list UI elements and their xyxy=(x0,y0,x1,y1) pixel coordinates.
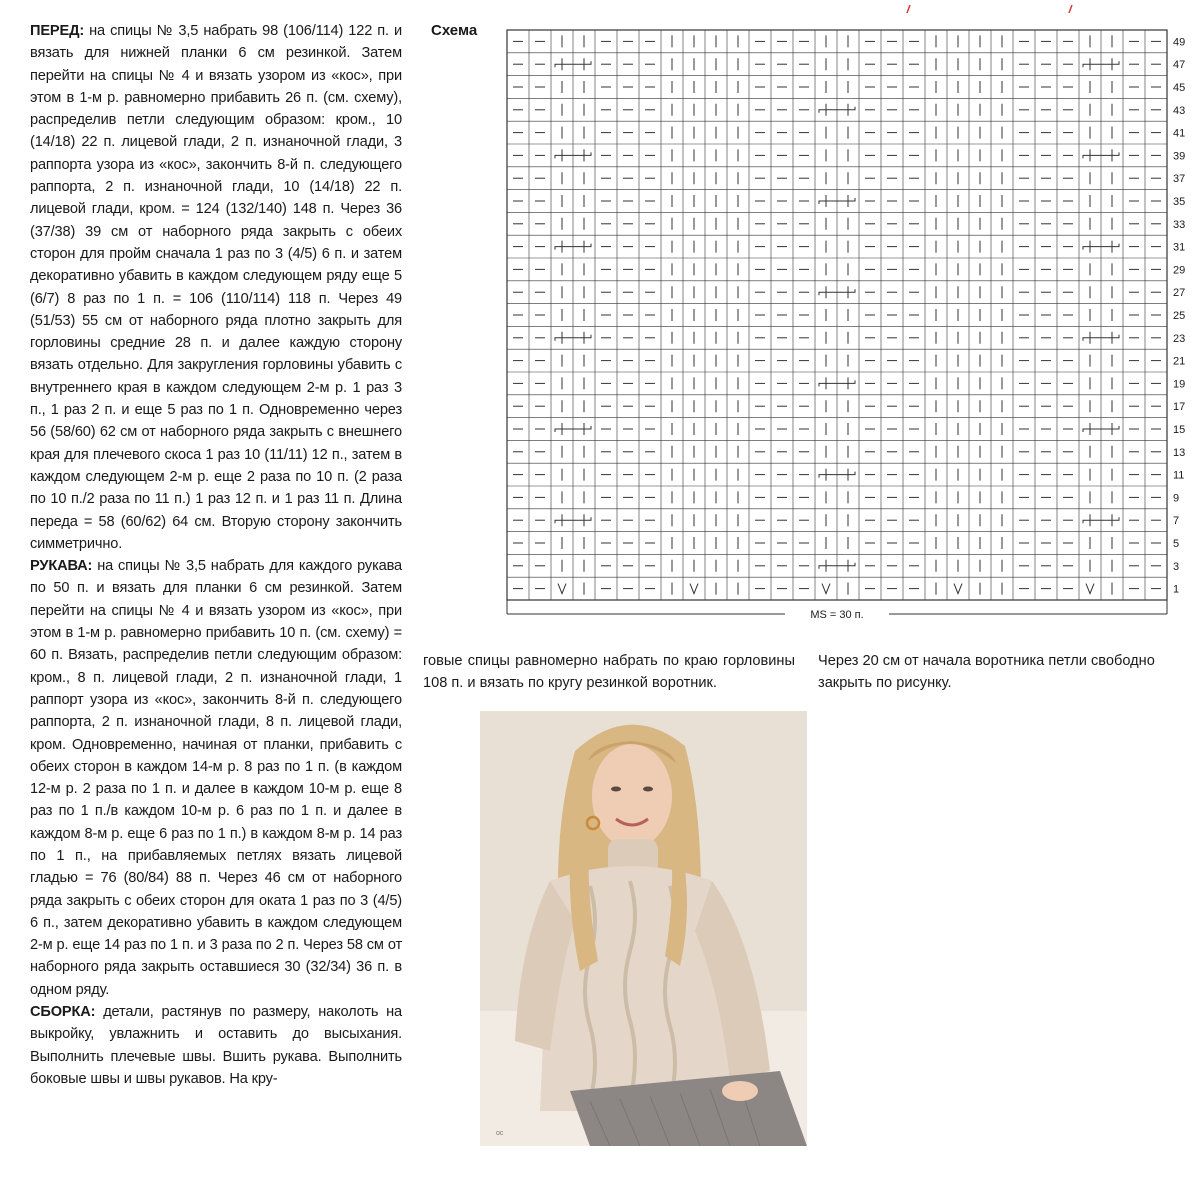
front-heading: ПЕРЕД: xyxy=(30,23,85,39)
row-number: 41 xyxy=(1173,127,1186,140)
front-text: на спицы № 3,5 набрать 98 (106/114) 122 п. и вязать для нижней планки 6 см резинкой. Затем перейти на спицы № 4 и вязать узором из «кос», при этом в 1-м р. равномерно прибавить 26 п. (см. схему), распределив петли следующим образом: кром., 10 (14/18) 22 п. лицевой глади, 2 п. изнаночной глади, 3 раппорта узора из «кос», закончить 8-й п. следующего раппорта, 2 п. изнаночной глади, 10 (14/18) 22 п. лицевой глади, кром. = 124 (132/140) 148 п. Через 36 (37/38) 39 см от наборного ряда закрыть с обеих сторон для пройм сначала 1 раз по 3 (4/5) 6 п. и затем декоративно убавить в каждом следующем ряду еще 5 (6/7) 8 раз по 1 п. = 106 (110/114) 118 п. Через 49 (51/53) 55 см от наборного ряда плотно закрыть для горловины средние 28 п. и далее каждую сторону вязать отдельно. Для закругления горловины убавить с внутреннего края в каждом следующем 2-м р. 1 раз 3 п., 1 раз 2 п. и еще 5 раз по 1 п. Одновременно через 56 (58/60) 62 см от наборного ряда закрыть с внешнего края для плечевого скоса 1 раз 10 (11/11) 12 п., затем в каждом следующем 2-м р. еще 2 раза по 10 п. (2 раза по 10 п./2 раза по 11 п.) 1 раз 12 п. и 1 раз 11 п. Длина переда = 58 (60/62) 64 см. Вторую сторону закончить симметрично. xyxy=(30,23,402,552)
row-number: 9 xyxy=(1173,492,1180,505)
schema-title: Схема xyxy=(431,22,478,39)
increase-symbol xyxy=(690,584,698,594)
row-number: 25 xyxy=(1173,310,1186,322)
row-number: 7 xyxy=(1173,515,1180,528)
model-photo xyxy=(480,711,807,1146)
row-number: 39 xyxy=(1173,150,1186,163)
sleeves-text: на спицы № 3,5 набрать для каждого рукава по 50 п. и вязать для планки 6 см резинкой. Затем перейти на спицы № 4 и вязать узором из «кос», при этом в 1-м р. равномерно прибавить 10 п. (см. схему) = 60 п. Вязать, распределив петли следующим образом: кром., 8 п. лицевой глади, 2 п. изнаночной глади, 1 раппорт узора из «кос», закончить 8-й п. следующего раппорта, 2 п. изнаночной глади, 8 п. лицевой глади, кром. Одновременно, начиная от планки, прибавить с обеих сторон в каждом 14-м р. 8 раз по 1 п. (в каждом 12-м р. 2 раза по 1 п. и далее в каждом 10-м р. еще 8 раз по 1 п./в каждом 10-м р. 6 раз по 1 п. и далее в каждом 8-м р. еще 6 раз по 1 п.) в каждом 8-м р. 14 раз по 1 п., на прибавляемых петлях вязать лицевой гладью = 76 (80/84) 88 п. Через 46 см от наборного ряда закрыть с обеих сторон для оката 1 раз по 3 (4/5) 6 п., затем декоративно убавить в каждом следующем 2-м р. еще 14 раз по 1 п. и 3 раза по 2 п. Через 58 см от наборного ряда закрыть оставшиеся 30 (32/34) 36 п. в одном ряду. xyxy=(30,558,402,998)
row-number: 1 xyxy=(1173,583,1180,596)
assembly-text: детали, растянув по размеру, наколоть на выкройку, увлажнить и оставить до высыхания. Выполнить плечевые швы. Вшить рукава. Выполнить боковые швы и швы рукавов. На кру- xyxy=(30,1004,402,1087)
instructions-left-column xyxy=(30,20,402,1090)
row-number: 11 xyxy=(1173,469,1185,482)
row-number: 37 xyxy=(1173,173,1186,186)
assembly-heading: СБОРКА: xyxy=(30,1004,96,1021)
instructions-middle-column xyxy=(423,650,795,695)
instructions-right-column xyxy=(818,650,1190,695)
row-number: 49 xyxy=(1173,36,1186,49)
row-number: 19 xyxy=(1173,378,1186,391)
increase-symbol xyxy=(954,584,962,594)
row-number: 27 xyxy=(1173,287,1186,300)
collar-finish-text: Через 20 см от начала воротника петли свободно закрыть по рисунку. xyxy=(818,653,1155,692)
row-number: 45 xyxy=(1173,82,1186,94)
sleeves-paragraph xyxy=(30,555,402,1001)
row-number: 43 xyxy=(1173,104,1186,117)
increase-symbol xyxy=(822,584,830,594)
row-number: 15 xyxy=(1173,424,1186,436)
row-number: 5 xyxy=(1173,538,1180,550)
red-mark-right xyxy=(1067,0,1073,8)
increase-symbol xyxy=(558,584,566,594)
red-mark-left xyxy=(905,0,911,8)
repeat-label: MS = 30 п. xyxy=(810,609,864,621)
row-number: 31 xyxy=(1173,241,1186,254)
sleeves-heading: РУКАВА: xyxy=(30,558,93,575)
row-number: 29 xyxy=(1173,264,1186,277)
collar-text: говые спицы равномерно набрать по краю горловины 108 п. и вязать по кругу резинкой воротник. xyxy=(423,653,795,692)
row-number: 21 xyxy=(1173,355,1186,368)
row-number: 3 xyxy=(1173,560,1180,573)
page-number: ос xyxy=(496,1130,504,1137)
row-number: 47 xyxy=(1173,59,1186,72)
knitting-chart xyxy=(505,28,1195,628)
row-number: 23 xyxy=(1173,332,1186,345)
increase-symbol xyxy=(1086,584,1094,594)
row-number: 33 xyxy=(1173,218,1186,231)
row-number: 13 xyxy=(1173,446,1186,459)
row-number: 35 xyxy=(1173,196,1186,208)
front-paragraph xyxy=(30,20,402,555)
row-number: 17 xyxy=(1173,401,1186,414)
knitting-chart-svg xyxy=(505,28,1195,628)
assembly-paragraph xyxy=(30,1001,402,1090)
